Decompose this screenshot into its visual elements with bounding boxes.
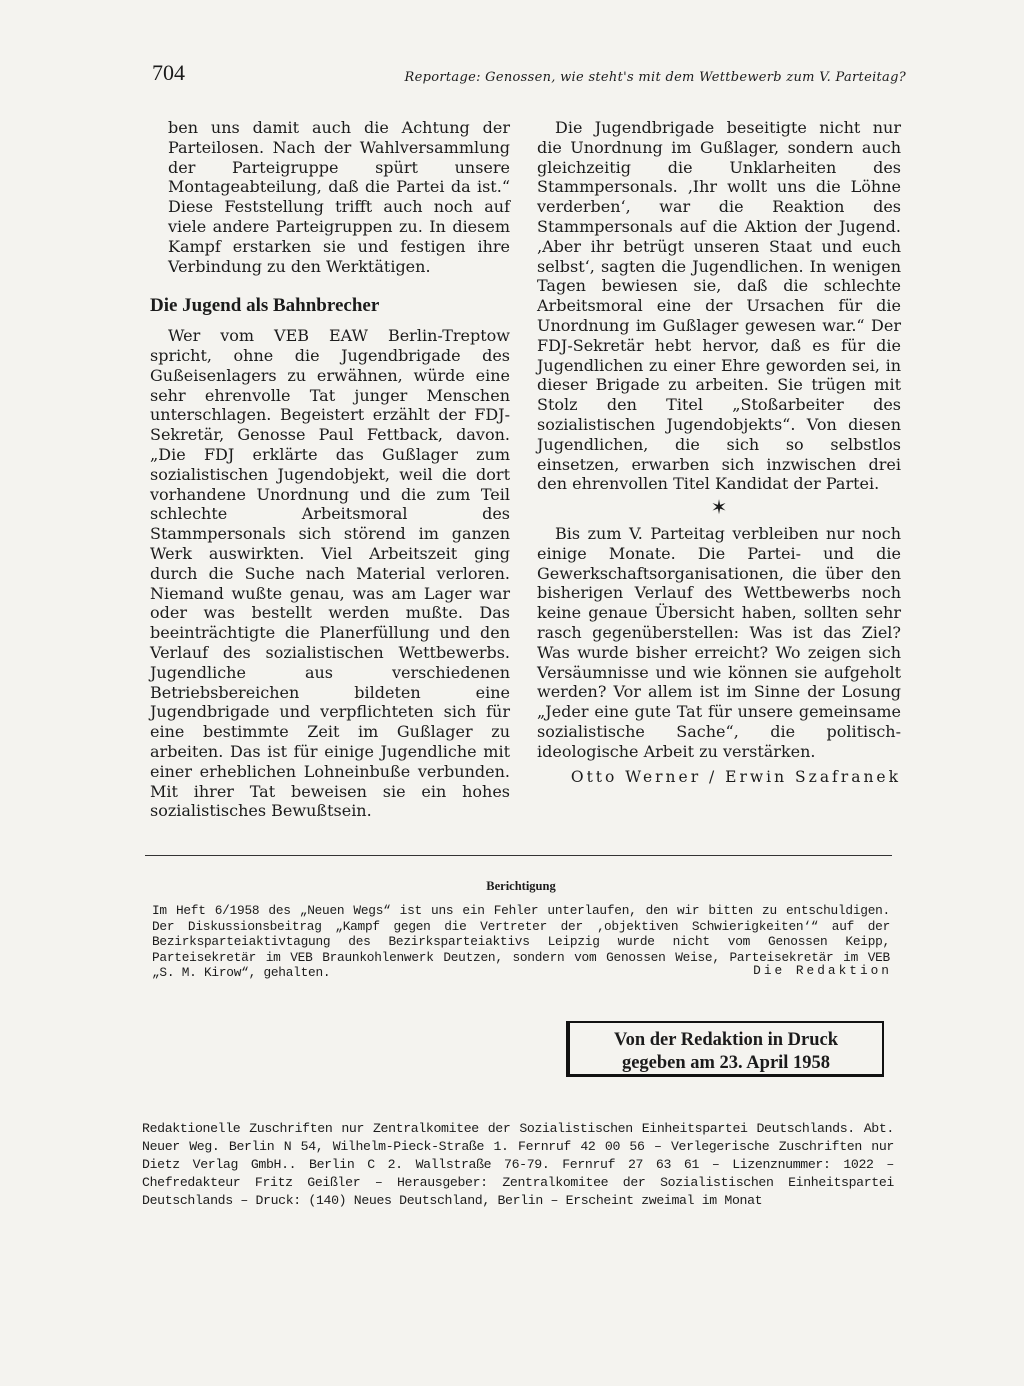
article-signature: Otto Werner / Erwin Szafranek <box>570 767 901 786</box>
imprint: Redaktionelle Zuschriften nur Zentralkomitee der Sozialistischen Einheitspartei Deutschlands. Abt. Neuer Weg. Berlin N 54, Wilhelm-Pieck-Straße 1. Fernruf 42 00 56 – Verlegerische Zuschriften nur Dietz Verlag GmbH.. Berlin C 2. Wallstraße 76-79. Fernruf 27 63 61 – Lizenznummer: 1022 – Chefredakteur Fritz Geißler – Herausgeber: Zentralkomitee der Sozialistischen Einheitspartei Deutschlands – Druck: (140) Neues Deutschland, Berlin – Erscheint zweimal im Monat <box>142 1121 894 1208</box>
print-notice-line-2: gegeben am 23. April 1958 <box>621 1053 831 1073</box>
correction-title: Berichtigung <box>486 879 556 893</box>
horizontal-divider <box>145 855 892 856</box>
left-paragraph-1: ben uns damit auch die Achtung der Parteilosen. Nach der Wahlversammlung der Parteigruppe spürt unsere Montageabteilung, daß die Partei da ist.“ Diese Feststellung trifft auch noch auf viele andere Parteigruppen zu. In diesem Kampf erstarken sie und festigen ihre Verbindung zu den Werktätigen. <box>168 118 510 276</box>
right-column <box>537 118 901 787</box>
print-date-box <box>566 1021 884 1077</box>
section-separator-star: ✶ <box>710 495 728 520</box>
right-paragraph-1: Die Jugendbrigade beseitigte nicht nur die Unordnung im Gußlager, sondern auch gleichzeitig die Unklarheiten des Stammpersonals. ‚Ihr wollt uns die Löhne verderben‘, war die Reaktion des Stammpersonals auf die Aktion der Jugend. ‚Aber ihr betrügt unseren Staat und euch selbst‘, sagten die Jugendlichen. In wenigen Tagen bewiesen sie, daß die schlechte Arbeitsmoral eine der Ursachen für die Unordnung im Gußlager gewesen war.“ Der FDJ-Sekretär hebt hervor, daß es für die Jugendlichen zu einer Ehre geworden sei, in dieser Brigade zu arbeiten. Sie trügen mit Stolz den Titel „Stoßarbeiter des sozialistischen Jugendobjekts“. Von diesen Jugendlichen, die sich so selbstlos einsetzen, erwarben sich inzwischen drei den ehrenvollen Titel Kandidat der Partei. <box>537 118 901 494</box>
running-title: Reportage: Genossen, wie steht's mit dem Wettbewerb zum V. Parteitag? <box>404 70 906 85</box>
correction-text: Im Heft 6/1958 des „Neuen Wegs“ ist uns ein Fehler unterlaufen, den wir bitten zu entschuldigen. Der Diskussionsbeitrag „Kampf gegen die Vertreter der ‚objektiven Schwierigkeiten‘“ auf der Bezirksparteiaktivtagung des Bezirksparteiaktivs Leipzig wurde nicht vom Genossen Keipp, Parteisekretär im VEB Braunkohlenwerk Deutzen, sondern vom Genossen Weise, Parteisekretär im VEB „S. M. Kirow“, gehalten. <box>152 903 890 980</box>
right-paragraph-2: Bis zum V. Parteitag verbleiben nur noch einige Monate. Die Partei- und die Gewerkschaftsorganisationen, die über den bisherigen Verlauf des Wettbewerbs noch keine genaue Übersicht haben, sollten sehr rasch gegenüberstellen: Was ist das Ziel? Was wurde bisher erreicht? Wo zeigen sich Versäumnisse und wie können sie aufgeholt werden? Vor allem ist im Sinne der Losung „Jeder eine gute Tat für unsere gemeinsame sozialistische Sache“, die politisch-ideologische Arbeit zu verstärken. <box>537 523 901 761</box>
left-paragraph-2: Wer vom VEB EAW Berlin-Treptow spricht, ohne die Jugendbrigade des Gußeisenlagers zu erwähnen, würde eine sehr ehrenvolle Tat junger Menschen unterschlagen. Begeistert erzählt der FDJ-Sekretär, Genosse Paul Fettback, davon. „Die FDJ erklärte das Gußlager zum sozialistischen Jugendobjekt, weil die dort vorhandene Unordnung und die zum Teil schlechte Arbeitsmoral des Stammpersonals sich störend im ganzen Werk auswirkten. Viel Arbeitszeit ging durch die Suche nach Material verloren. Niemand wußte genau, was am Lager war oder was bestellt werden mußte. Das beeinträchtigte die Planerfüllung und den Verlauf des sozialistischen Wettbewerbs. Jugendliche aus verschiedenen Betriebsbereichen bildeten eine Jugendbrigade und verpflichteten sich für eine bestimmte Zeit im Gußlager zu arbeiten. Das ist für einige Jugendliche mit einer erheblichen Lohneinbuße verbunden. Mit ihrer Tat beweisen sie ein hohes sozialistisches Bewußtsein. <box>150 326 510 821</box>
left-column <box>150 118 510 821</box>
page-number: 704 <box>152 60 185 85</box>
print-notice-line-1: Von der Redaktion in Druck <box>613 1030 839 1050</box>
section-heading: Die Jugend als Bahnbrecher <box>150 295 380 317</box>
correction-signature: Die Redaktion <box>753 963 892 978</box>
